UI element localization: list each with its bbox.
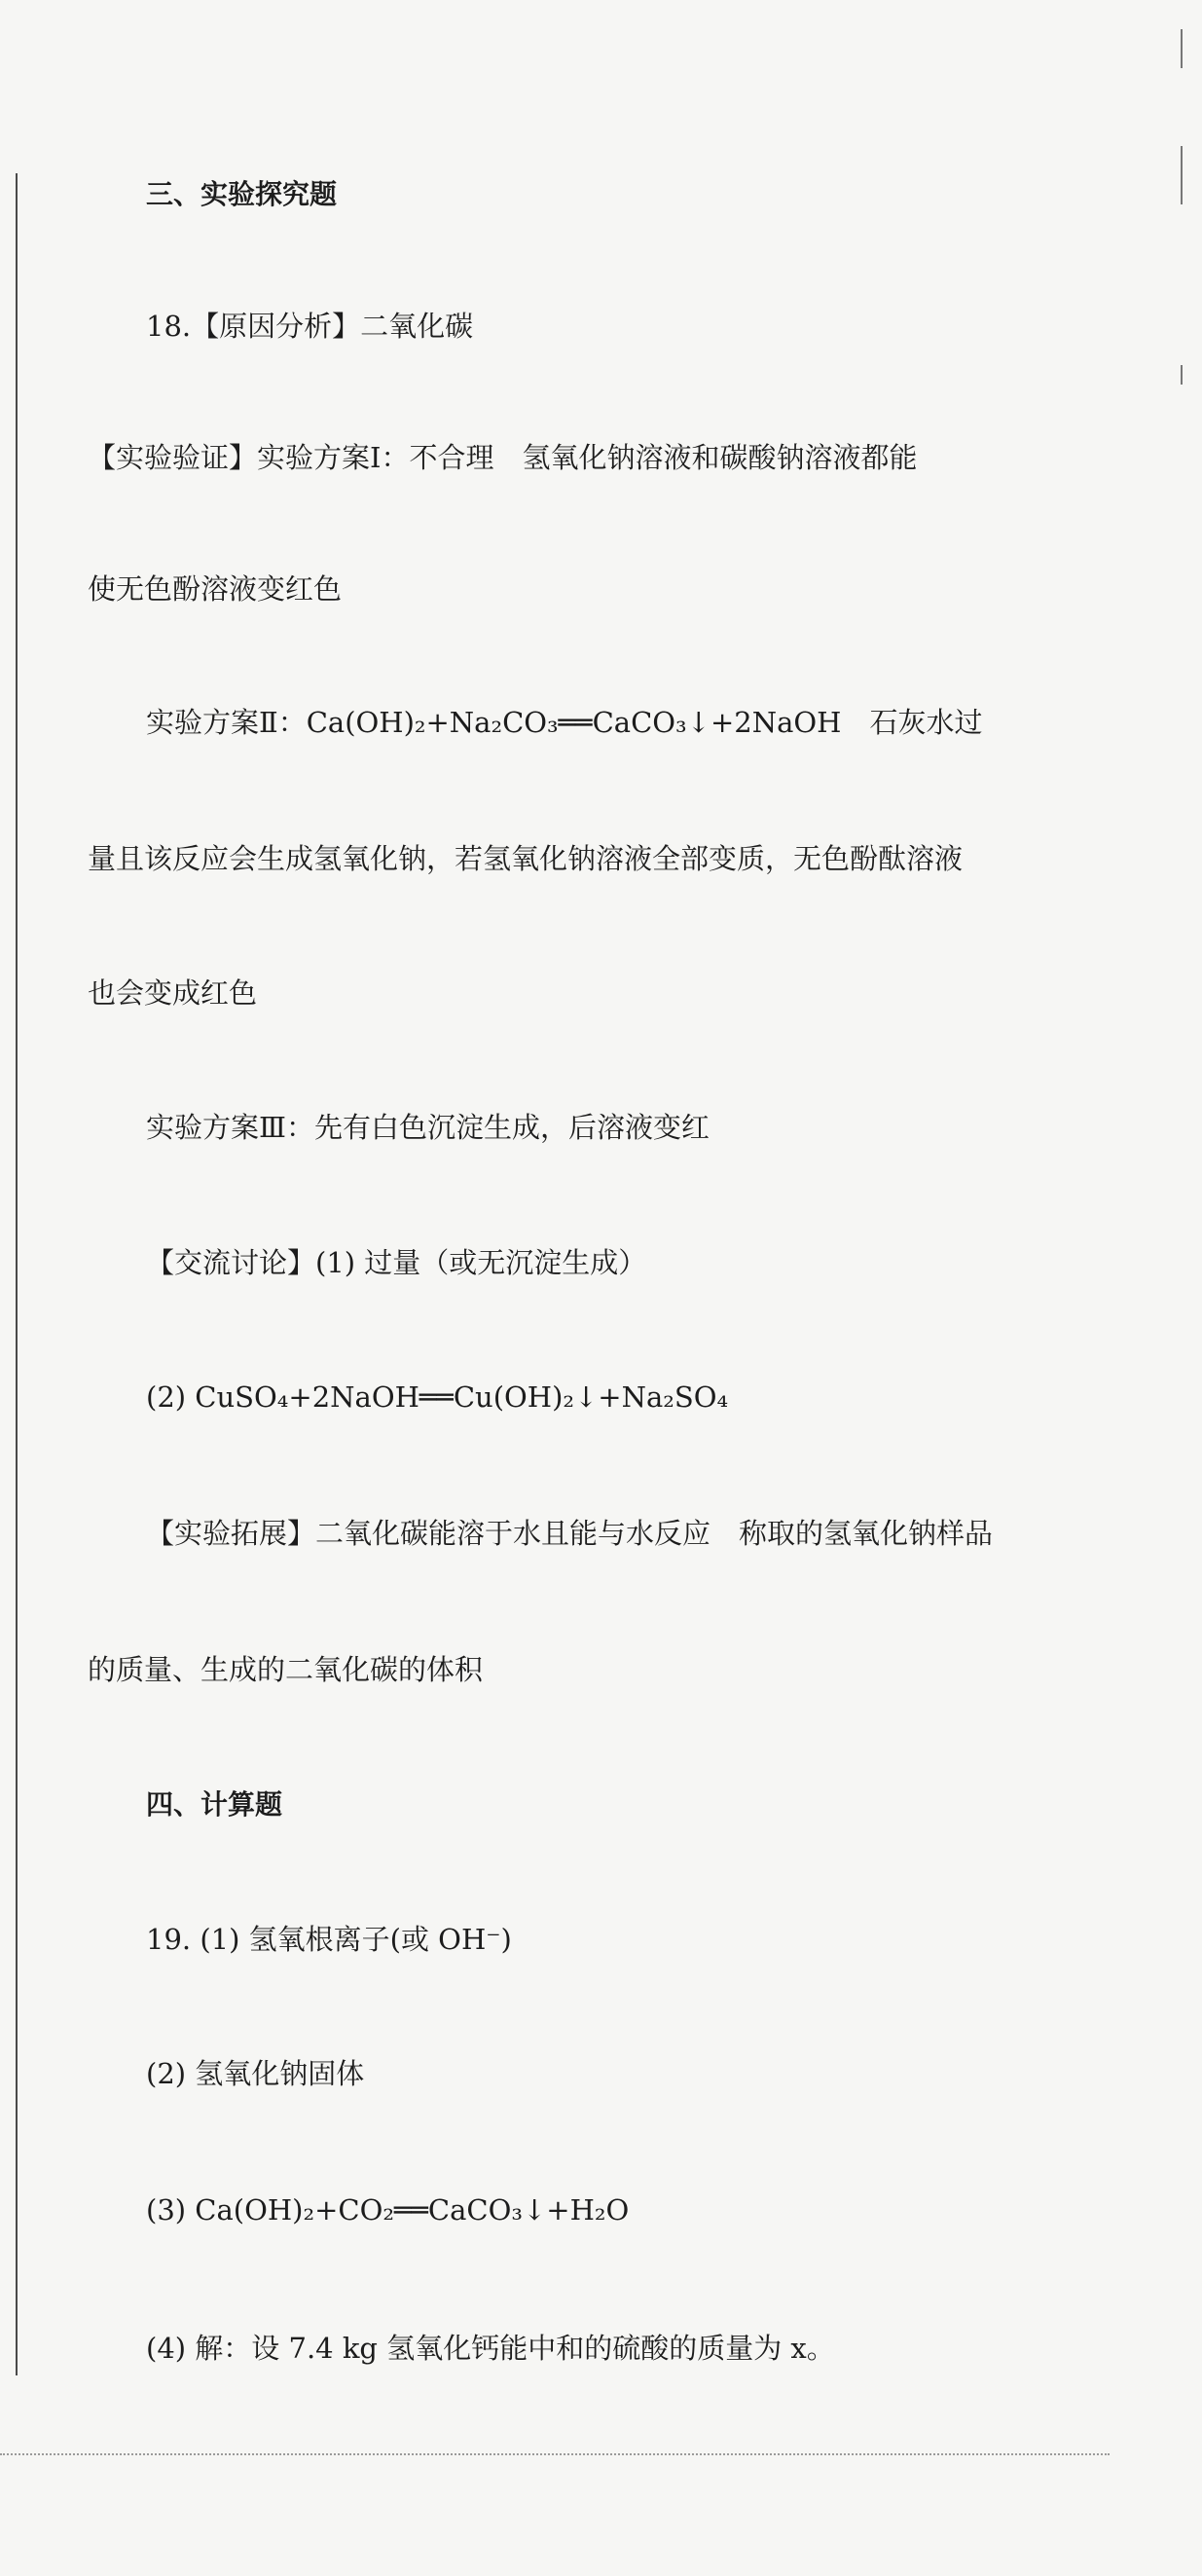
section-heading-experiment: 三、实验探究题 bbox=[146, 178, 338, 210]
answer-18-plan2-end: 也会变成红色 bbox=[88, 976, 258, 1010]
left-margin-rule bbox=[16, 173, 18, 2375]
answer-18-discussion-1: 【交流讨论】(1) 过量（或无沉淀生成） bbox=[146, 1246, 647, 1279]
dotted-divider bbox=[0, 2453, 1110, 2455]
answer-18-extension: 【实验拓展】二氧化碳能溶于水且能与水反应 称取的氢氧化钠样品 bbox=[146, 1517, 994, 1550]
answer-18-extension-cont: 的质量、生成的二氧化碳的体积 bbox=[88, 1653, 484, 1686]
answer-19-4: (4) 解：设 7.4 kg 氢氧化钙能中和的硫酸的质量为 x。 bbox=[146, 2332, 835, 2365]
edge-mark bbox=[1181, 146, 1183, 204]
answer-19-3: (3) Ca(OH)₂+CO₂══CaCO₃↓+H₂O bbox=[146, 2193, 630, 2226]
answer-18-discussion-2: (2) CuSO₄+2NaOH══Cu(OH)₂↓+Na₂SO₄ bbox=[146, 1380, 729, 1414]
edge-mark bbox=[1181, 365, 1183, 385]
answer-18-plan2-cont: 量且该反应会生成氢氧化钠，若氢氧化钠溶液全部变质，无色酚酞溶液 bbox=[88, 842, 964, 875]
section-heading-calculation: 四、计算题 bbox=[146, 1788, 283, 1821]
answer-18-verify-cont: 使无色酚溶液变红色 bbox=[88, 572, 343, 606]
answer-19-1: 19. (1) 氢氧根离子(或 OH⁻) bbox=[146, 1923, 512, 1956]
answer-18-plan2: 实验方案Ⅱ：Ca(OH)₂+Na₂CO₃══CaCO₃↓+2NaOH 石灰水过 bbox=[146, 706, 983, 739]
answer-18-plan3: 实验方案Ⅲ：先有白色沉淀生成，后溶液变红 bbox=[146, 1111, 710, 1144]
edge-mark bbox=[1181, 29, 1183, 68]
answer-19-2: (2) 氢氧化钠固体 bbox=[146, 2057, 365, 2090]
answer-18-cause: 18.【原因分析】二氧化碳 bbox=[146, 310, 474, 343]
answer-18-verify: 【实验验证】实验方案Ⅰ：不合理 氢氧化钠溶液和碳酸钠溶液都能 bbox=[88, 441, 918, 474]
